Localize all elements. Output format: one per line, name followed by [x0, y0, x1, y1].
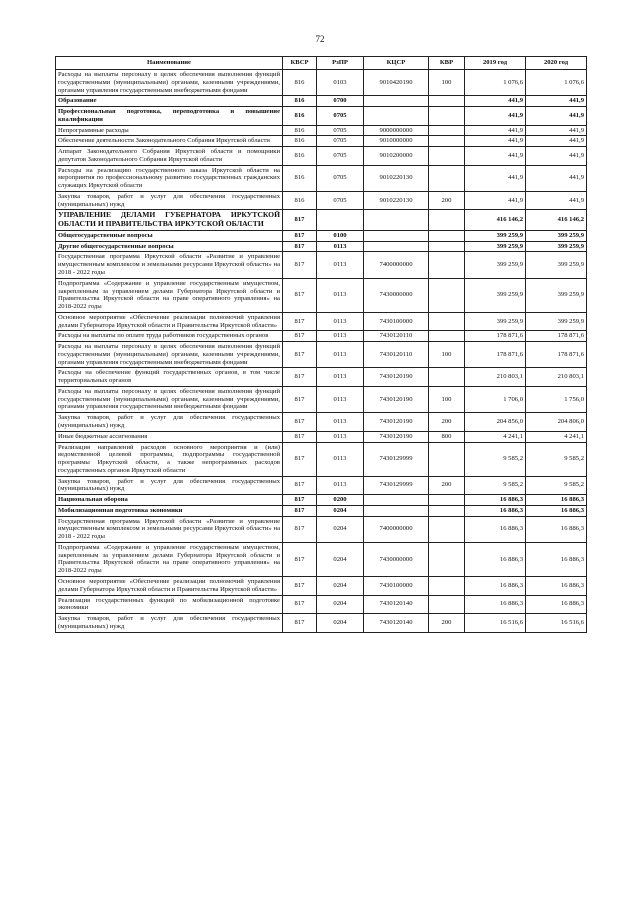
- cell-name: Профессиональная подготовка, переподготовка и повышение квалификации: [56, 107, 283, 126]
- cell-rzpr: 0204: [317, 505, 364, 516]
- cell-y2019: 210 803,1: [465, 368, 526, 387]
- cell-kcsr: 7430120110: [364, 342, 429, 368]
- cell-y2019: 16 886,3: [465, 495, 526, 506]
- cell-y2020: 16 886,3: [526, 495, 587, 506]
- cell-y2019: 204 856,0: [465, 413, 526, 432]
- cell-y2019: 399 259,9: [465, 312, 526, 331]
- header-rzpr: РзПР: [317, 57, 364, 70]
- cell-kvr: [429, 241, 465, 252]
- cell-y2019: 441,9: [465, 136, 526, 147]
- cell-kcsr: [364, 505, 429, 516]
- cell-kcsr: 7430120190: [364, 413, 429, 432]
- cell-rzpr: 0113: [317, 342, 364, 368]
- cell-kvr: [429, 147, 465, 166]
- cell-kvsr: 816: [283, 96, 317, 107]
- cell-kvsr: 817: [283, 278, 317, 312]
- cell-y2020: 16 886,3: [526, 516, 587, 542]
- cell-kvr: [429, 542, 465, 576]
- cell-name: Обеспечение деятельности Законодательного Собрания Иркутской области: [56, 136, 283, 147]
- cell-name: Реализация направлений расходов основного мероприятия и (или) ведомственной целевой программы, подпрограммы государственной программы Иркутской области, а также непрограммных расходов государственных органов Иркутской области: [56, 442, 283, 476]
- cell-kcsr: 7430120190: [364, 431, 429, 442]
- cell-kcsr: 7430000000: [364, 542, 429, 576]
- cell-rzpr: 0204: [317, 542, 364, 576]
- cell-y2020: 16 886,3: [526, 542, 587, 576]
- cell-rzpr: 0705: [317, 107, 364, 126]
- cell-kvr: [429, 252, 465, 278]
- cell-kvsr: 817: [283, 442, 317, 476]
- cell-kvr: [429, 331, 465, 342]
- cell-name: Национальная оборона: [56, 495, 283, 506]
- cell-kvsr: 816: [283, 191, 317, 210]
- cell-kvr: 200: [429, 614, 465, 633]
- header-kcsr: КЦСР: [364, 57, 429, 70]
- cell-y2019: 4 241,1: [465, 431, 526, 442]
- cell-rzpr: 0204: [317, 577, 364, 596]
- cell-y2019: 399 259,9: [465, 241, 526, 252]
- cell-y2019: 441,9: [465, 125, 526, 136]
- cell-name: Государственная программа Иркутской области «Развитие и управление имущественным комплексом и земельными ресурсами Иркутской области» на 2018 - 2022 годы: [56, 252, 283, 278]
- cell-rzpr: 0204: [317, 614, 364, 633]
- table-row: [56, 96, 587, 107]
- cell-y2020: 178 871,6: [526, 331, 587, 342]
- cell-name: Расходы на обеспечение функций государственных органов, в том числе территориальных органов: [56, 368, 283, 387]
- cell-y2020: 441,9: [526, 147, 587, 166]
- cell-kvr: 100: [429, 386, 465, 412]
- cell-kcsr: 7430100000: [364, 312, 429, 331]
- cell-y2020: 399 259,9: [526, 278, 587, 312]
- table-row: [56, 312, 587, 331]
- header-name: Наименование: [56, 57, 283, 70]
- cell-rzpr: 0113: [317, 312, 364, 331]
- table-row: [56, 147, 587, 166]
- cell-kcsr: 9010220130: [364, 165, 429, 191]
- table-row: [56, 516, 587, 542]
- cell-kvr: 800: [429, 431, 465, 442]
- cell-name: Расходы на выплаты по оплате труда работников государственных органов: [56, 331, 283, 342]
- cell-rzpr: 0705: [317, 147, 364, 166]
- cell-kvsr: 817: [283, 614, 317, 633]
- cell-y2020: 1 076,6: [526, 70, 587, 96]
- cell-kvr: 200: [429, 191, 465, 210]
- table-row: [56, 107, 587, 126]
- cell-kvr: 200: [429, 476, 465, 495]
- cell-rzpr: 0113: [317, 431, 364, 442]
- cell-rzpr: 0113: [317, 476, 364, 495]
- cell-y2019: 9 585,2: [465, 442, 526, 476]
- cell-kcsr: 7430000000: [364, 278, 429, 312]
- table-row: [56, 278, 587, 312]
- cell-kcsr: 7430120190: [364, 368, 429, 387]
- table-row: [56, 136, 587, 147]
- cell-kvr: [429, 210, 465, 230]
- cell-rzpr: 0705: [317, 165, 364, 191]
- table-row: [56, 595, 587, 614]
- table-row: [56, 413, 587, 432]
- cell-kvsr: 817: [283, 505, 317, 516]
- cell-kvr: [429, 278, 465, 312]
- table-row: [56, 386, 587, 412]
- cell-name: Закупка товаров, работ и услуг для обеспечения государственных (муниципальных) нужд: [56, 413, 283, 432]
- cell-kvsr: 816: [283, 165, 317, 191]
- cell-kvr: [429, 495, 465, 506]
- cell-kvsr: 817: [283, 342, 317, 368]
- header-2020: 2020 год: [526, 57, 587, 70]
- cell-kcsr: [364, 495, 429, 506]
- cell-kvr: 100: [429, 70, 465, 96]
- cell-kvsr: 817: [283, 413, 317, 432]
- cell-y2020: 16 516,6: [526, 614, 587, 633]
- cell-y2019: 16 886,3: [465, 595, 526, 614]
- cell-y2019: 441,9: [465, 147, 526, 166]
- cell-kcsr: 9010420190: [364, 70, 429, 96]
- cell-y2020: 9 585,2: [526, 476, 587, 495]
- cell-kvr: [429, 577, 465, 596]
- cell-y2019: 399 259,9: [465, 230, 526, 241]
- cell-kcsr: 7400000000: [364, 252, 429, 278]
- cell-y2019: 178 871,6: [465, 331, 526, 342]
- cell-y2020: 210 803,1: [526, 368, 587, 387]
- cell-name: Реализация государственных функций по мобилизационной подготовке экономики: [56, 595, 283, 614]
- cell-y2020: 416 146,2: [526, 210, 587, 230]
- cell-y2019: 441,9: [465, 107, 526, 126]
- cell-y2019: 16 886,3: [465, 505, 526, 516]
- cell-y2020: 441,9: [526, 136, 587, 147]
- cell-rzpr: 0113: [317, 331, 364, 342]
- cell-kvsr: 817: [283, 210, 317, 230]
- cell-y2020: 441,9: [526, 191, 587, 210]
- table-row: [56, 70, 587, 96]
- cell-kvsr: 817: [283, 577, 317, 596]
- cell-kvr: 100: [429, 342, 465, 368]
- cell-name: Закупка товаров, работ и услуг для обеспечения государственных (муниципальных) нужд: [56, 476, 283, 495]
- cell-name: Другие общегосударственные вопросы: [56, 241, 283, 252]
- cell-kvsr: 817: [283, 386, 317, 412]
- cell-kvr: [429, 165, 465, 191]
- cell-kcsr: [364, 210, 429, 230]
- cell-y2020: 16 886,3: [526, 595, 587, 614]
- cell-y2020: 441,9: [526, 107, 587, 126]
- header-kvr: КВР: [429, 57, 465, 70]
- table-row: [56, 495, 587, 506]
- cell-y2020: 441,9: [526, 96, 587, 107]
- cell-kcsr: [364, 107, 429, 126]
- cell-kvr: [429, 442, 465, 476]
- cell-y2020: 16 886,3: [526, 505, 587, 516]
- cell-name: Подпрограмма «Содержание и управление государственным имуществом, закрепленным за управлением делами Губернатора Иркутской области и Правительства Иркутской области на праве оперативного управления» на 2018-2022 годы: [56, 278, 283, 312]
- cell-kvsr: 817: [283, 230, 317, 241]
- cell-kcsr: [364, 96, 429, 107]
- cell-rzpr: 0113: [317, 413, 364, 432]
- cell-kvr: 200: [429, 413, 465, 432]
- cell-y2020: 204 806,0: [526, 413, 587, 432]
- cell-y2019: 16 886,3: [465, 516, 526, 542]
- cell-kvr: [429, 96, 465, 107]
- cell-y2020: 399 259,9: [526, 312, 587, 331]
- cell-y2020: 4 241,1: [526, 431, 587, 442]
- cell-name: Закупка товаров, работ и услуг для обеспечения государственных (муниципальных) нужд: [56, 191, 283, 210]
- cell-kvsr: 817: [283, 252, 317, 278]
- table-row: [56, 230, 587, 241]
- cell-kcsr: 7430120110: [364, 331, 429, 342]
- cell-rzpr: 0204: [317, 516, 364, 542]
- cell-kcsr: 7430129999: [364, 442, 429, 476]
- cell-kcsr: [364, 230, 429, 241]
- cell-y2019: 1 706,0: [465, 386, 526, 412]
- table-row: [56, 476, 587, 495]
- table-row: [56, 505, 587, 516]
- cell-rzpr: 0113: [317, 252, 364, 278]
- table-row: [56, 368, 587, 387]
- cell-kvr: [429, 125, 465, 136]
- cell-rzpr: 0103: [317, 70, 364, 96]
- cell-kvsr: 817: [283, 542, 317, 576]
- cell-kvsr: 817: [283, 595, 317, 614]
- cell-kcsr: 9010200000: [364, 147, 429, 166]
- cell-name: Закупка товаров, работ и услуг для обеспечения государственных (муниципальных) нужд: [56, 614, 283, 633]
- table-row: [56, 331, 587, 342]
- cell-kvr: [429, 505, 465, 516]
- cell-kvsr: 816: [283, 70, 317, 96]
- cell-kvr: [429, 368, 465, 387]
- cell-y2020: 9 585,2: [526, 442, 587, 476]
- cell-name: Образование: [56, 96, 283, 107]
- cell-y2019: 16 886,3: [465, 577, 526, 596]
- cell-y2020: 441,9: [526, 125, 587, 136]
- cell-y2020: 399 259,9: [526, 241, 587, 252]
- cell-name: Иные бюджетные ассигнования: [56, 431, 283, 442]
- cell-y2020: 399 259,9: [526, 252, 587, 278]
- cell-rzpr: 0705: [317, 125, 364, 136]
- cell-y2019: 416 146,2: [465, 210, 526, 230]
- cell-rzpr: 0700: [317, 96, 364, 107]
- cell-rzpr: 0113: [317, 442, 364, 476]
- cell-name: Непрограммные расходы: [56, 125, 283, 136]
- table-row: [56, 577, 587, 596]
- cell-kvr: [429, 595, 465, 614]
- table-row: [56, 342, 587, 368]
- cell-y2019: 9 585,2: [465, 476, 526, 495]
- table-row: [56, 210, 587, 230]
- cell-name: Основное мероприятие «Обеспечение реализации полномочий управления делами Губернатора Иркутской области и Правительства Иркутской области»: [56, 312, 283, 331]
- page-number: 72: [315, 34, 325, 44]
- cell-rzpr: 0200: [317, 495, 364, 506]
- cell-rzpr: 0113: [317, 241, 364, 252]
- cell-kvr: [429, 136, 465, 147]
- table-row: [56, 614, 587, 633]
- cell-rzpr: 0705: [317, 191, 364, 210]
- cell-kcsr: 9010220130: [364, 191, 429, 210]
- cell-y2020: 16 886,3: [526, 577, 587, 596]
- cell-rzpr: 0705: [317, 136, 364, 147]
- cell-name: Государственная программа Иркутской области «Развитие и управление имущественным комплексом и земельными ресурсами Иркутской области» на 2018 - 2022 годы: [56, 516, 283, 542]
- table-row: [56, 442, 587, 476]
- cell-kvsr: 817: [283, 495, 317, 506]
- cell-y2020: 399 259,9: [526, 230, 587, 241]
- cell-rzpr: 0113: [317, 278, 364, 312]
- cell-name: Мобилизационная подготовка экономики: [56, 505, 283, 516]
- table-header-row: [56, 57, 587, 70]
- cell-y2019: 441,9: [465, 191, 526, 210]
- cell-y2020: 178 871,6: [526, 342, 587, 368]
- cell-kcsr: [364, 241, 429, 252]
- cell-y2019: 1 076,6: [465, 70, 526, 96]
- cell-kvr: [429, 230, 465, 241]
- table-row: [56, 191, 587, 210]
- cell-kvsr: 816: [283, 136, 317, 147]
- cell-name: Подпрограмма «Содержание и управление государственным имуществом, закрепленным за управлением делами Губернатора Иркутской области и Правительства Иркутской области на праве оперативного управления» на 2018-2022 годы: [56, 542, 283, 576]
- table-row: [56, 431, 587, 442]
- table-row: [56, 252, 587, 278]
- cell-kvr: [429, 312, 465, 331]
- cell-name: УПРАВЛЕНИЕ ДЕЛАМИ ГУБЕРНАТОРА ИРКУТСКОЙ ОБЛАСТИ И ПРАВИТЕЛЬСТВА ИРКУТСКОЙ ОБЛАСТИ: [56, 210, 283, 230]
- cell-name: Общегосударственные вопросы: [56, 230, 283, 241]
- cell-y2019: 178 871,6: [465, 342, 526, 368]
- cell-kcsr: 7430120140: [364, 614, 429, 633]
- cell-y2019: 16 886,3: [465, 542, 526, 576]
- cell-rzpr: [317, 210, 364, 230]
- cell-y2020: 1 756,0: [526, 386, 587, 412]
- cell-name: Расходы на реализацию государственного заказа Иркутской области на мероприятия по профессиональному развитию государственных гражданских служащих Иркутской области: [56, 165, 283, 191]
- cell-kcsr: 7430100000: [364, 577, 429, 596]
- cell-y2019: 441,9: [465, 96, 526, 107]
- cell-y2019: 441,9: [465, 165, 526, 191]
- cell-name: Расходы на выплаты персоналу в целях обеспечения выполнения функций государственными (муниципальными) органами, казенными учреждениями, органами управления государственными внебюджетными фондами: [56, 386, 283, 412]
- cell-y2019: 399 259,9: [465, 278, 526, 312]
- cell-kvr: [429, 107, 465, 126]
- cell-name: Аппарат Законодательного Собрания Иркутской области и помощники депутатов Законодательного Собрания Иркутской области: [56, 147, 283, 166]
- cell-kcsr: 7430120190: [364, 386, 429, 412]
- cell-kcsr: 7400000000: [364, 516, 429, 542]
- cell-kvsr: 816: [283, 125, 317, 136]
- table-row: [56, 125, 587, 136]
- cell-kvsr: 817: [283, 476, 317, 495]
- cell-rzpr: 0204: [317, 595, 364, 614]
- table-row: [56, 542, 587, 576]
- cell-kcsr: 9010000000: [364, 136, 429, 147]
- header-kvsr: КВСР: [283, 57, 317, 70]
- cell-kvsr: 817: [283, 331, 317, 342]
- cell-kvr: [429, 516, 465, 542]
- budget-table: [55, 56, 587, 633]
- cell-kvsr: 817: [283, 312, 317, 331]
- cell-y2019: 399 259,9: [465, 252, 526, 278]
- cell-name: Расходы на выплаты персоналу в целях обеспечения выполнения функций государственными (муниципальными) органами, казенными учреждениями, органами управления государственными внебюджетными фондами: [56, 70, 283, 96]
- cell-name: Расходы на выплаты персоналу в целях обеспечения выполнения функций государственными (муниципальными) органами, казенными учреждениями, органами управления государственными внебюджетными фондами: [56, 342, 283, 368]
- table-body: [56, 70, 587, 633]
- cell-kvsr: 817: [283, 431, 317, 442]
- cell-y2019: 16 516,6: [465, 614, 526, 633]
- cell-rzpr: 0100: [317, 230, 364, 241]
- cell-kvsr: 816: [283, 147, 317, 166]
- cell-rzpr: 0113: [317, 386, 364, 412]
- cell-kcsr: 7430120140: [364, 595, 429, 614]
- cell-kcsr: 7430129999: [364, 476, 429, 495]
- header-2019: 2019 год: [465, 57, 526, 70]
- cell-kcsr: 9000000000: [364, 125, 429, 136]
- cell-kvsr: 816: [283, 107, 317, 126]
- cell-kvsr: 817: [283, 516, 317, 542]
- cell-kvsr: 817: [283, 241, 317, 252]
- table-row: [56, 241, 587, 252]
- cell-kvsr: 817: [283, 368, 317, 387]
- table-row: [56, 165, 587, 191]
- cell-y2020: 441,9: [526, 165, 587, 191]
- cell-name: Основное мероприятие «Обеспечение реализации полномочий управления делами Губернатора Иркутской области и Правительства Иркутской области»: [56, 577, 283, 596]
- cell-rzpr: 0113: [317, 368, 364, 387]
